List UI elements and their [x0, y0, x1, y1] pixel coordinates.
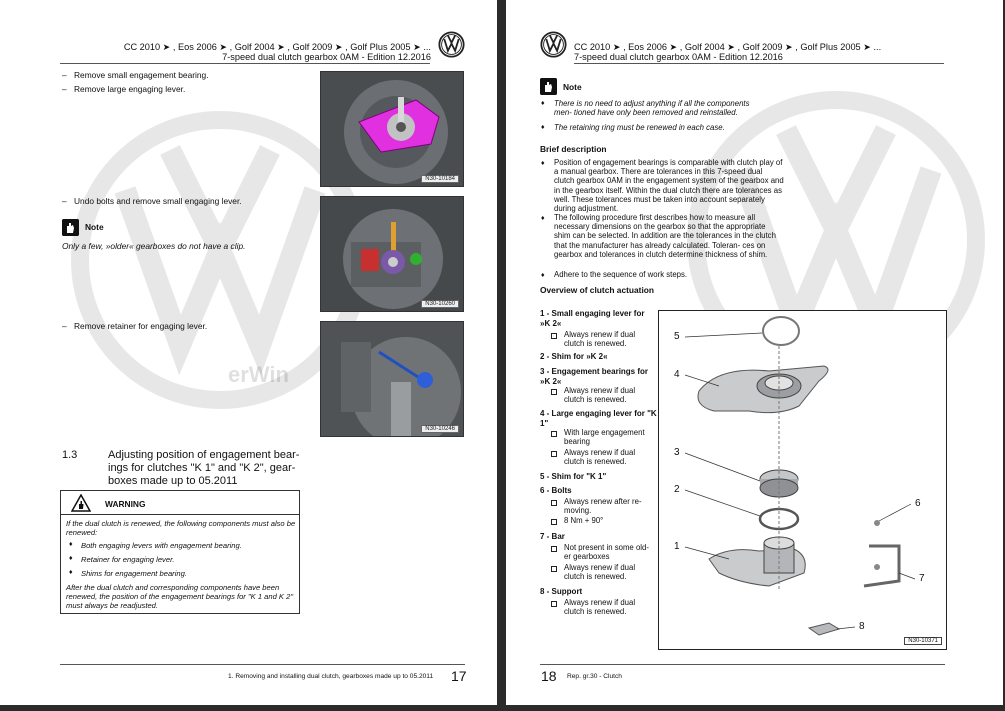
- part-title: 2 - Shim for »K 2«: [540, 352, 608, 361]
- note-item: There is no need to adjust anything if all the components men- tioned have only been removed and reinstalled.: [554, 99, 750, 118]
- vw-logo-icon: [540, 31, 567, 58]
- header-subtitle: 7-speed dual clutch gearbox 0AM - Edition 12.2016: [574, 52, 783, 62]
- part-title: 8 - Support: [540, 587, 583, 596]
- part-item: Always renew after re- moving.: [564, 497, 642, 515]
- bullet: ♦: [541, 272, 545, 279]
- callout-4: 4: [674, 369, 680, 380]
- note-label: Note: [85, 222, 104, 232]
- checkbox-icon: [551, 333, 557, 339]
- right-page: [506, 0, 1003, 705]
- note-label: Note: [563, 82, 582, 92]
- warning-box: [60, 490, 300, 614]
- bullet: ♦: [541, 160, 545, 167]
- section-title-line-2: ings for clutches "K 1" and "K 2", gear-: [108, 462, 296, 474]
- part-item: Always renew if dual clutch is renewed.: [564, 448, 636, 466]
- brief-heading: Brief description: [540, 144, 607, 154]
- footer-text: Rep. gr.30 - Clutch: [567, 673, 622, 680]
- bullet: ♦: [69, 555, 73, 562]
- note-item: The retaining ring must be renewed in each case.: [554, 123, 725, 132]
- callout-8: 8: [859, 621, 865, 632]
- overview-heading: Overview of clutch actuation: [540, 285, 655, 295]
- callout-1: 1: [674, 541, 680, 552]
- bullet: ♦: [69, 569, 73, 576]
- footer-text: 1. Removing and installing dual clutch, gearboxes made up to 05.2011: [228, 673, 434, 680]
- callout-7: 7: [919, 573, 925, 584]
- figure-remove-bearing: [320, 71, 464, 187]
- step-text: Remove large engaging lever.: [74, 84, 186, 94]
- brief-item: Adhere to the sequence of work steps.: [554, 270, 688, 279]
- checkbox-icon: [551, 519, 557, 525]
- footer-rule: [540, 664, 945, 665]
- figure-id: N30-10184: [421, 175, 459, 183]
- page-number: 18: [541, 668, 557, 684]
- header-models: CC 2010 ➤ , Eos 2006 ➤ , Golf 2004 ➤ , Golf 2009 ➤ , Golf Plus 2005 ➤ ...: [123, 42, 431, 52]
- warning-tail: After the dual clutch and corresponding components have been renewed, the position of the engagement bearings for "K 1 and K 2" must always be readjusted.: [66, 583, 294, 610]
- warning-item: Shims for engagement bearing.: [81, 569, 187, 578]
- part-item: Always renew if dual clutch is renewed.: [564, 330, 636, 348]
- section-number: 1.3: [62, 449, 78, 461]
- note-hand-icon: [540, 78, 557, 95]
- header-rule: [60, 63, 430, 64]
- dash: –: [62, 321, 67, 331]
- part-title: 1 - Small engaging lever for »K 2«: [540, 309, 645, 328]
- brief-item: Position of engagement bearings is comparable with clutch play of a manual gearbox. There are tolerances in this 7-speed dual clutch gearbox 0AM in the engagement system of the gearbox and in the gearbox itself. Within the dual clutch there are tolerances as well. These tolerances must be taken into account separately during adjustment.: [554, 158, 784, 214]
- dash: –: [62, 84, 67, 94]
- callout-5: 5: [674, 331, 680, 342]
- bullet: ♦: [541, 100, 545, 107]
- vw-logo-icon: [438, 31, 465, 58]
- step-text: Remove small engagement bearing.: [74, 70, 209, 80]
- checkbox-icon: [551, 431, 557, 437]
- callout-3: 3: [674, 447, 680, 458]
- part-item: Always renew if dual clutch is renewed.: [564, 386, 636, 404]
- page-number: 17: [451, 668, 467, 684]
- watermark-partial-text: erWin: [228, 362, 289, 387]
- step-text: Undo bolts and remove small engaging lever.: [74, 196, 242, 206]
- clutch-actuation-diagram: [659, 311, 946, 649]
- part-item: 8 Nm + 90°: [564, 516, 604, 525]
- part-title: 5 - Shim for "K 1": [540, 472, 607, 481]
- figure-id: N30-10246: [421, 425, 459, 433]
- warning-item: Retainer for engaging lever.: [81, 555, 175, 564]
- header-models: CC 2010 ➤ , Eos 2006 ➤ , Golf 2004 ➤ , Golf 2009 ➤ , Golf Plus 2005 ➤ ...: [574, 42, 882, 52]
- header-subtitle: 7-speed dual clutch gearbox 0AM - Edition 12.2016: [222, 52, 431, 62]
- note-hand-icon: [62, 219, 79, 236]
- figure-id: N30-10260: [421, 300, 459, 308]
- figure-retainer: [320, 321, 464, 437]
- section-title-line-3: boxes made up to 05.2011: [108, 475, 238, 487]
- checkbox-icon: [551, 500, 557, 506]
- warning-lead: If the dual clutch is renewed, the following components must also be renewed:: [66, 519, 296, 537]
- left-page: [0, 0, 497, 705]
- checkbox-icon: [551, 601, 557, 607]
- figure-engaging-lever: [320, 196, 464, 312]
- warning-label: WARNING: [105, 499, 146, 509]
- brief-item: The following procedure first describes how to measure all necessary dimensions on the gearbox so that the appropriate shim can be selected. In addition are the tolerances in the clutch that the manufacturer has already calculated. Toleran- ces on gearbox and tolerances in clutch determine thickness of shim.: [554, 213, 776, 259]
- callout-6: 6: [915, 498, 921, 509]
- gearbox-illustration: [321, 197, 464, 312]
- bullet: ♦: [541, 215, 545, 222]
- header-rule: [574, 63, 944, 64]
- checkbox-icon: [551, 389, 557, 395]
- dash: –: [62, 70, 67, 80]
- part-title: 6 - Bolts: [540, 486, 572, 495]
- part-title: 7 - Bar: [540, 532, 565, 541]
- warning-divider: [61, 514, 299, 515]
- part-title: 4 - Large engaging lever for "K 1": [540, 409, 657, 428]
- checkbox-icon: [551, 546, 557, 552]
- footer-rule: [60, 664, 465, 665]
- note-text: Only a few, »older« gearboxes do not have a clip.: [62, 241, 246, 251]
- bullet: ♦: [69, 541, 73, 548]
- gearbox-illustration: [321, 322, 464, 437]
- dash: –: [62, 196, 67, 206]
- warning-item: Both engaging levers with engagement bearing.: [81, 541, 242, 550]
- exploded-diagram: [658, 310, 947, 650]
- step-text: Remove retainer for engaging lever.: [74, 321, 208, 331]
- part-item: Always renew if dual clutch is renewed.: [564, 563, 636, 581]
- part-title: 3 - Engagement bearings for »K 2«: [540, 367, 649, 386]
- checkbox-icon: [551, 566, 557, 572]
- gearbox-illustration: [321, 72, 464, 187]
- checkbox-icon: [551, 451, 557, 457]
- section-title-line-1: Adjusting position of engagement bear-: [108, 449, 300, 461]
- callout-2: 2: [674, 484, 680, 495]
- part-item: Not present in some old- er gearboxes: [564, 543, 649, 561]
- part-item: With large engagement bearing: [564, 428, 645, 446]
- warning-hand-icon: [71, 494, 91, 512]
- figure-id: N30-10371: [904, 637, 942, 645]
- bullet: ♦: [541, 124, 545, 131]
- part-item: Always renew if dual clutch is renewed.: [564, 598, 636, 616]
